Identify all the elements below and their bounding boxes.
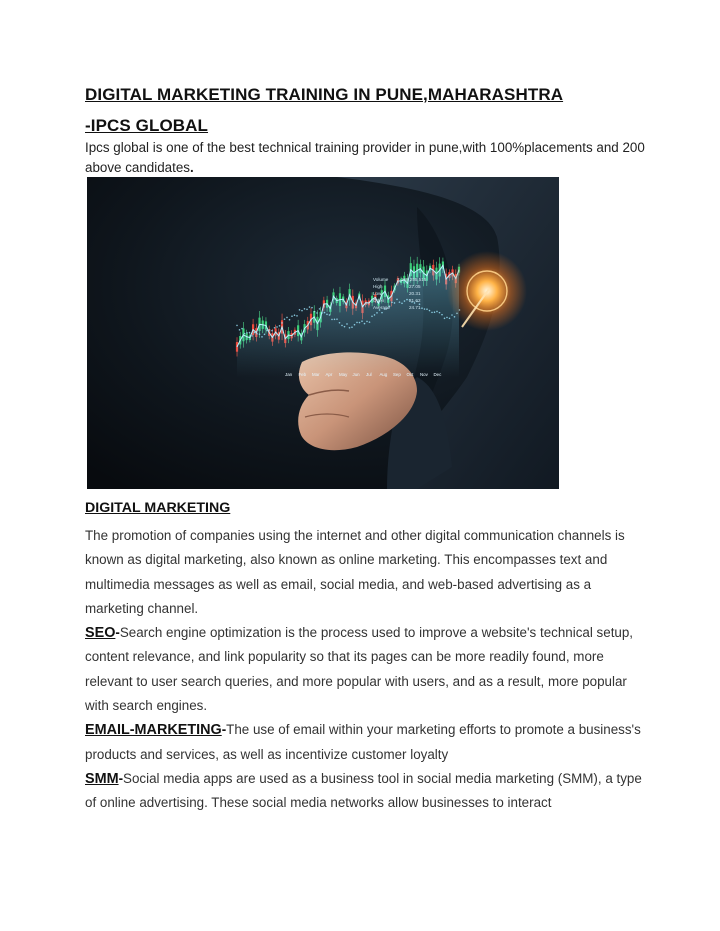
- chart-dot: [269, 329, 271, 331]
- chart-dot: [239, 329, 241, 331]
- chart-dot: [261, 336, 263, 338]
- smm-term: SMM: [85, 770, 119, 787]
- chart-dot: [236, 325, 238, 327]
- stat-value: 21.62: [409, 298, 421, 303]
- stat-label: Average: [373, 305, 391, 310]
- chart-dot: [439, 312, 441, 314]
- stat-value: 27.05: [409, 284, 421, 289]
- chart-dot: [426, 308, 428, 310]
- chart-dot: [291, 315, 293, 317]
- smm-text: Social media apps are used as a business tool in social media marketing (SMM), a type of online advertising. These social media networks allow businesses to interact: [85, 770, 642, 811]
- chart-dot: [349, 327, 351, 329]
- page-subtitle: -IPCS GLOBAL: [85, 116, 209, 135]
- chart-dot: [314, 311, 316, 313]
- chart-dot: [279, 325, 281, 327]
- seo-dash: -: [115, 625, 120, 641]
- chart-dot: [354, 324, 356, 326]
- chart-dot: [361, 320, 363, 322]
- email-term: EMAIL-MARKETING: [85, 722, 222, 739]
- chart-dot: [319, 308, 321, 310]
- stat-value: 20.31: [409, 291, 421, 296]
- chart-dot: [331, 319, 333, 321]
- chart-dot: [444, 318, 446, 320]
- chart-dot: [274, 327, 276, 329]
- chart-dot: [424, 308, 426, 310]
- month-label: Sep: [393, 372, 401, 377]
- stat-label: Volume: [373, 277, 389, 282]
- smm-dash: -: [118, 770, 124, 786]
- month-label: Nov: [420, 372, 428, 377]
- chart-dot: [429, 310, 431, 312]
- intro-text: Ipcs global is one of the best technical training provider in pune,with 100%placements and 200 above candidates: [85, 140, 645, 175]
- chart-dot: [329, 314, 331, 316]
- seo-paragraph: [85, 621, 645, 718]
- stat-label: High: [373, 284, 383, 289]
- month-label: Jan: [285, 372, 293, 377]
- chart-dot: [401, 302, 403, 304]
- chart-dot: [374, 314, 376, 316]
- chart-dot: [341, 325, 343, 327]
- section-title: DIGITAL MARKETING: [85, 500, 231, 516]
- chart-dot: [356, 322, 358, 324]
- chart-dot: [289, 319, 291, 321]
- chart-dot: [359, 322, 361, 324]
- chart-dot: [244, 333, 246, 335]
- chart-dot: [309, 306, 311, 308]
- intro-end: .: [189, 160, 194, 175]
- chart-dot: [251, 335, 253, 337]
- chart-dot: [351, 326, 353, 328]
- chart-dot: [256, 333, 258, 335]
- hand-holding-stock-chart-icon: [87, 177, 559, 489]
- seo-text: Search engine optimization is the process used to improve a website's technical setup, content relevance, and link popularity so that its pages can be more readily found, more relevant to user search queries, and more popular with users, and as a result, more popular with search engines.: [85, 625, 634, 714]
- chart-dot: [451, 314, 453, 316]
- chart-dot: [371, 315, 373, 317]
- smm-paragraph: [85, 767, 645, 816]
- chart-dot: [399, 301, 401, 303]
- chart-dot: [284, 318, 286, 320]
- month-label: Aug: [379, 372, 388, 377]
- chart-dot: [281, 322, 283, 324]
- chart-dot: [294, 314, 296, 316]
- email-paragraph: [85, 718, 645, 767]
- chart-dot: [431, 312, 433, 314]
- month-label: Dec: [433, 372, 442, 377]
- chart-dot: [366, 321, 368, 323]
- stat-label: Open: [373, 298, 385, 303]
- chart-dot: [259, 333, 261, 335]
- chart-dot: [276, 326, 278, 328]
- chart-dot: [346, 323, 348, 325]
- chart-dot: [381, 312, 383, 314]
- chart-dot: [406, 299, 408, 301]
- stat-value: 3,108,255,515: [397, 277, 427, 282]
- chart-dot: [304, 308, 306, 310]
- stat-label: Low: [373, 291, 382, 296]
- chart-dot: [404, 300, 406, 302]
- month-label: Jul: [366, 372, 372, 377]
- chart-dot: [246, 332, 248, 334]
- chart-dot: [241, 328, 243, 330]
- month-label: Mar: [312, 372, 320, 377]
- chart-dot: [394, 302, 396, 304]
- chart-dot: [321, 312, 323, 314]
- section-description: The promotion of companies using the internet and other digital communication channels is known as digital marketing, also known as online marketing. This encompasses text and multimedia messages as well as email, social media, and web-based advertising as a marketing channel.: [85, 528, 625, 616]
- chart-dot: [436, 311, 438, 313]
- chart-dot: [264, 334, 266, 336]
- chart-dot: [441, 314, 443, 316]
- chart-dot: [336, 318, 338, 320]
- intro-paragraph: [85, 138, 645, 178]
- chart-dot: [396, 299, 398, 301]
- chart-dot: [391, 301, 393, 303]
- chart-dot: [326, 313, 328, 315]
- hero-image: [87, 177, 559, 489]
- chart-dot: [306, 309, 308, 311]
- chart-dot: [454, 316, 456, 318]
- chart-dot: [324, 312, 326, 314]
- chart-dot: [446, 317, 448, 319]
- email-dash: -: [221, 722, 227, 738]
- chart-dot: [299, 309, 301, 311]
- chart-dot: [249, 332, 251, 334]
- chart-dot: [311, 307, 313, 309]
- month-label: Oct: [406, 372, 414, 377]
- email-text: The use of email within your marketing efforts to promote a business's products and services, as well as incentivize customer loyalty: [85, 722, 641, 762]
- month-label: May: [339, 372, 348, 377]
- section-body: [85, 524, 645, 816]
- chart-dot: [344, 326, 346, 328]
- chart-dot: [421, 307, 423, 309]
- chart-dot: [301, 310, 303, 312]
- chart-dot: [254, 332, 256, 334]
- chart-dot: [376, 312, 378, 314]
- chart-dot: [339, 322, 341, 324]
- month-label: Jun: [352, 372, 360, 377]
- month-label: Apr: [325, 372, 333, 377]
- chart-dot: [334, 319, 336, 321]
- month-label: Feb: [298, 372, 307, 377]
- chart-dot: [266, 330, 268, 332]
- page-title: DIGITAL MARKETING TRAINING IN PUNE,MAHARASHTRA: [85, 85, 564, 104]
- chart-dot: [286, 317, 288, 319]
- seo-term: SEO: [85, 625, 116, 642]
- chart-dot: [449, 317, 451, 319]
- chart-dot: [434, 311, 436, 313]
- chart-dot: [271, 330, 273, 332]
- chart-dot: [296, 315, 298, 317]
- chart-dot: [316, 312, 318, 314]
- chart-dot: [364, 323, 366, 325]
- chart-dot: [369, 321, 371, 323]
- stat-value: 24.71: [409, 305, 421, 310]
